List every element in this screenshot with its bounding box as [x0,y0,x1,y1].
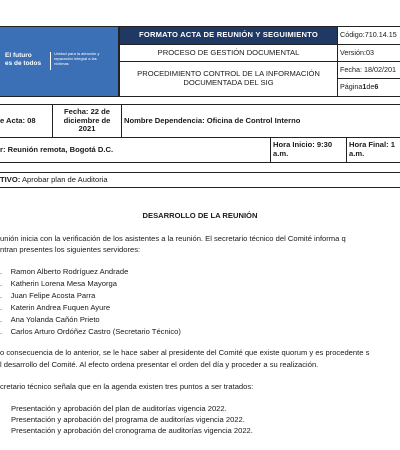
end-time: Hora Final: 1 a.m. [346,137,400,163]
meeting-objective [0,172,400,188]
page-counter [337,78,400,97]
agenda-item: Presentación y aprobación del plan de auditorías vigencia 2022. [11,404,227,413]
attendee-name: Ana Yolanda Cañón Prieto [10,315,100,324]
start-time: Hora Inicio: 9:30 a.m. [270,137,347,163]
list-item: . Katherin Lorena Mesa Mayorga [0,279,117,288]
section-title: DESARROLLO DE LA REUNIÓN [142,211,258,220]
attendee-name: Katherin Lorena Mesa Mayorga [10,279,117,288]
attendee-name: Juan Felipe Acosta Parra [10,291,96,300]
list-item: . Ana Yolanda Cañón Prieto [0,315,100,324]
intro-line-2: ntran presentes los siguientes servidores: [0,245,141,254]
page-total: 6 [374,82,379,92]
logo-subtitle: Unidad para la atención y reparación integral a las víctimas [54,51,100,66]
page-prefix: Página [340,82,363,92]
agenda-intro: cretario técnico señala que en la agenda existen tres puntos a ser tratados: [0,382,254,391]
document-title: FORMATO ACTA DE REUNIÓN Y SEGUIMIENTO [119,26,338,45]
attendee-name: Katerin Andrea Fuquen Ayure [10,303,111,312]
agenda-item: Presentación y aprobación del programa de auditorías vigencia 2022. [11,415,245,424]
procedure-name: PROCEDIMIENTO CONTROL DE LA INFORMACIÓN DOCUMENTADA DEL SIG [119,61,338,97]
page-of: de [366,82,375,92]
meeting-date: Fecha: 22 de diciembre de 2021 [52,104,122,138]
list-item: . Katerin Andrea Fuquen Ayure [0,303,111,312]
code-field: Código:710.14.15 [337,26,400,45]
process-name: PROCESO DE GESTIÓN DOCUMENTAL [119,44,338,62]
page-number: 1 [362,82,367,92]
intro-line-1: unión inicia con la verificación de los asistentes a la reunión. El secretario técnico del Comité informa q [0,234,346,243]
objective-label: TIVO: [0,174,21,184]
version-field: Versión:03 [337,44,400,62]
list-item: . Juan Felipe Acosta Parra [0,291,96,300]
attendee-name: Ramon Alberto Rodríguez Andrade [10,267,129,276]
logo [3,51,115,73]
logo-text-line2: es de todos [5,60,42,67]
objective-value: Aprobar plan de Auditoria [20,174,108,184]
meeting-place: r: Reunión remota, Bogotá D.C. [0,137,271,163]
attendee-name: Carlos Arturo Ordóñez Castro (Secretario Técnico) [10,327,181,336]
agenda-item: Presentación y aprobación del cronograma de auditorías vigencia 2022. [11,426,253,435]
acta-number: e Acta: 08 [0,104,53,138]
date-field: Fecha: 18/02/201 [337,61,400,79]
logo-text-line1: El futuro [5,52,32,59]
dependency-name: Nombre Dependencia: Oficina de Control Interno [121,104,400,138]
quorum-line-1: o consecuencia de lo anterior, se le hace saber al presidente del Comité que existe quorum y es procedente s [0,348,370,357]
logo-cell [0,26,119,97]
list-item: . Ramon Alberto Rodríguez Andrade [0,267,129,276]
logo-divider [50,52,51,70]
list-item: . Carlos Arturo Ordóñez Castro (Secretario Técnico) [0,327,181,336]
quorum-line-2: l desarrollo del Comité. Al efecto ordena presentar el orden del día y proceder a su realización. [0,360,319,369]
